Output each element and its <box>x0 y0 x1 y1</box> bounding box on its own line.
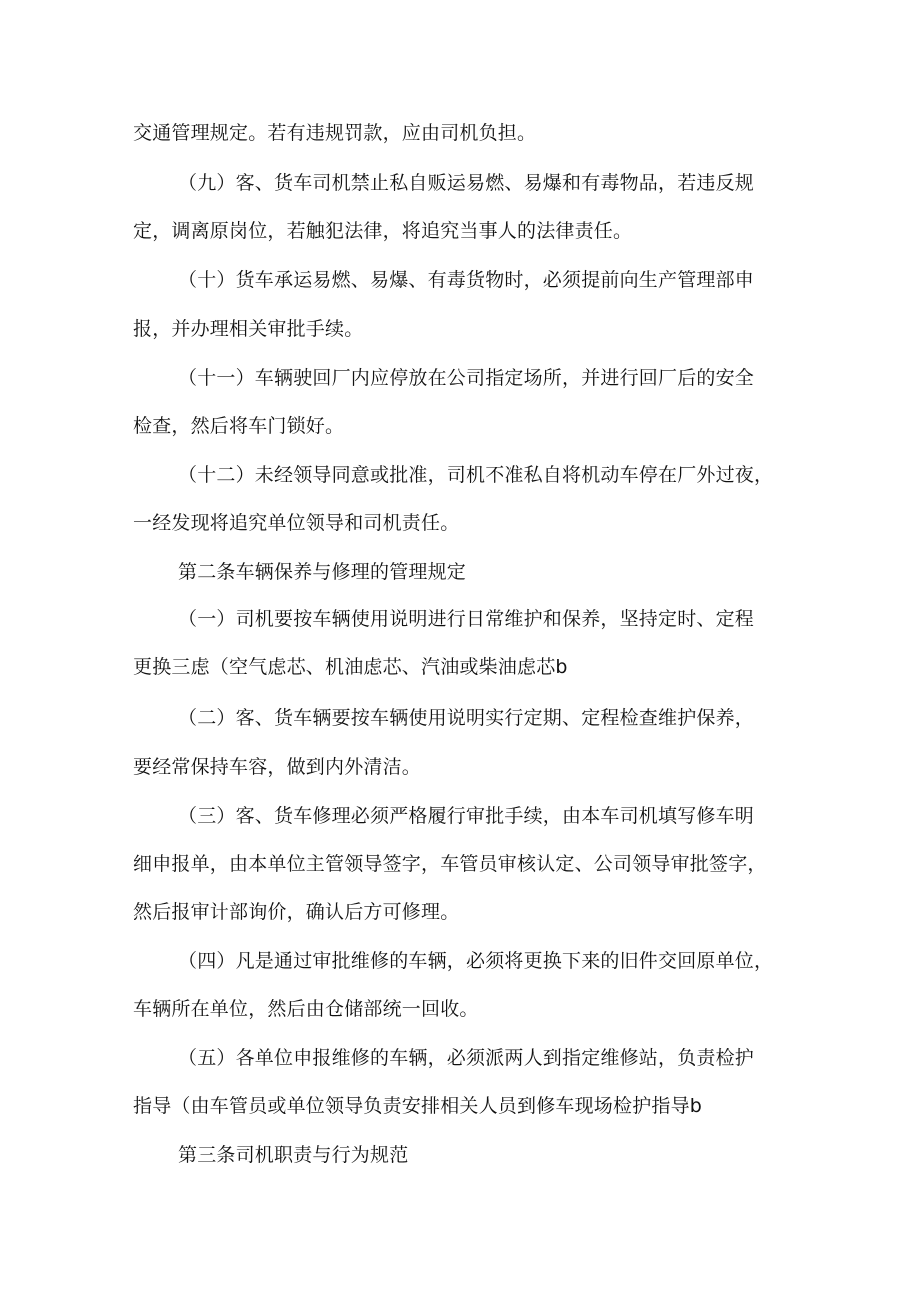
text-line: （九）客、货车司机禁止私自贩运易燃、易爆和有毒物品，若违反规 <box>178 172 755 194</box>
text-line: 要经常保持车容，做到内外清洁。 <box>133 756 422 778</box>
text-line: 交通管理规定。若有违规罚款，应由司机负担。 <box>133 122 537 144</box>
text-line: 一经发现将追究单位领导和司机责任。 <box>133 512 460 534</box>
text-line: （二）客、货车辆要按车辆使用说明实行定期、定程检查维护保养， <box>178 707 755 729</box>
text-line: （三）客、货车修理必须严格履行审批手续，由本车司机填写修车明 <box>178 805 755 827</box>
text-line: 更换三虑（空气虑芯、机油虑芯、汽油或柴油虑芯b <box>133 656 568 678</box>
text-line: （五）各单位申报维修的车辆，必须派两人到指定维修站，负责检护 <box>178 1047 755 1069</box>
text-line: （四）凡是通过审批维修的车辆，必须将更换下来的旧件交回原单位， <box>178 950 774 972</box>
text-line: 报，并办理相关审批手续。 <box>133 318 364 340</box>
text-line: （十二）未经领导同意或批准，司机不准私自将机动车停在厂外过夜， <box>178 464 774 486</box>
text-line: 细申报单，由本单位主管领导签字，车管员审核认定、公司领导审批签字， <box>133 853 767 875</box>
section-heading: 第二条车辆保养与修理的管理规定 <box>178 561 467 583</box>
text-line: 指导（由车管员或单位领导负责安排相关人员到修车现场检护指导b <box>133 1095 703 1117</box>
text-line: 定，调离原岗位，若触犯法律，将追究当事人的法律责任。 <box>133 220 633 242</box>
text-line: 车辆所在单位，然后由仓储部统一回收。 <box>133 998 479 1020</box>
text-line: （十一）车辆驶回厂内应停放在公司指定场所，并进行回厂后的安全 <box>178 367 755 389</box>
text-line: （一）司机要按车辆使用说明进行日常维护和保养，坚持定时、定程 <box>178 608 755 630</box>
text-line: 然后报审计部询价，确认后方可修理。 <box>133 901 460 923</box>
text-line: 检查，然后将车门锁好。 <box>133 415 345 437</box>
section-heading: 第三条司机职责与行为规范 <box>178 1144 409 1166</box>
text-line: （十）货车承运易燃、易爆、有毒货物时，必须提前向生产管理部申 <box>178 269 755 291</box>
